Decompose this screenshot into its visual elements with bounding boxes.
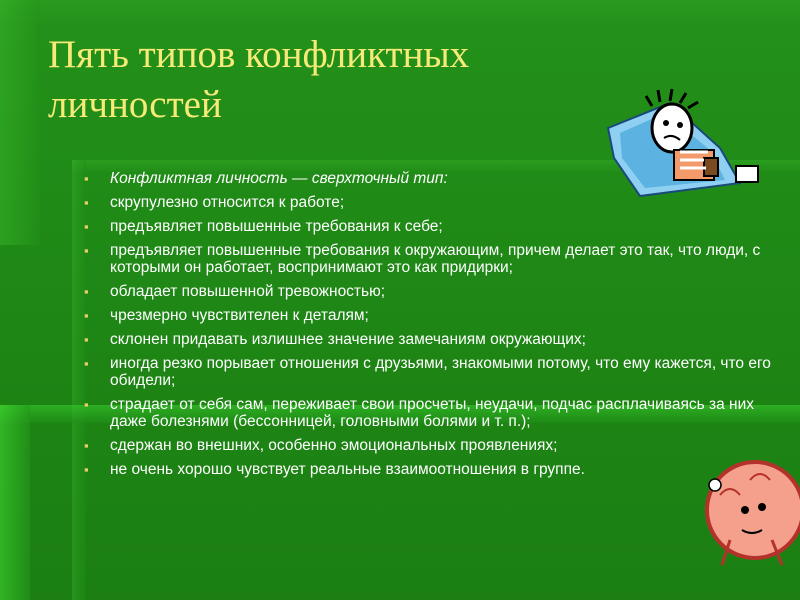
list-item: ▪ страдает от себя сам, переживает свои просчеты, неудачи, подчас расплачиваясь за них даже болезнями (бессонницей, головными болями и т. п.); xyxy=(84,396,754,430)
bullet-icon: ▪ xyxy=(84,243,89,258)
decor-bar-left-top xyxy=(0,0,40,245)
list-item: ▪ скрупулезно относится к работе; xyxy=(84,194,345,211)
list-item: ▪ обладает повышенной тревожностью; xyxy=(84,283,386,300)
bullet-icon: ▪ xyxy=(84,462,89,477)
bullet-icon: ▪ xyxy=(84,332,89,347)
bullet-icon: ▪ xyxy=(84,171,89,186)
decor-bar-left-lower xyxy=(0,405,30,600)
list-item: ▪ предъявляет повышенные требования к себе; xyxy=(84,218,443,235)
bullet-list xyxy=(82,170,772,485)
bullet-icon: ▪ xyxy=(84,356,89,371)
bullet-icon: ▪ xyxy=(84,284,89,299)
bullet-icon: ▪ xyxy=(84,308,89,323)
decor-bar-top xyxy=(0,0,800,28)
list-item: ▪ предъявляет повышенные требования к окружающим, причем делает это так, что люди, с которыми он работает, воспринимают это как придирки; xyxy=(84,242,761,276)
list-item: ▪ Конфликтная личность — сверхточный тип: xyxy=(84,170,448,187)
list-item: ▪ иногда резко порывает отношения с друзьями, знакомыми потому, что ему кажется, что его обидели; xyxy=(84,355,771,389)
bullet-icon: ▪ xyxy=(84,397,89,412)
bullet-icon: ▪ xyxy=(84,438,89,453)
bullet-icon: ▪ xyxy=(84,219,89,234)
list-item: ▪ чрезмерно чувствителен к деталям; xyxy=(84,307,369,324)
list-item: ▪ не очень хорошо чувствует реальные взаимоотношения в группе. xyxy=(84,461,585,478)
bullet-icon: ▪ xyxy=(84,195,89,210)
slide-title: Пять типов конфликтных личностей xyxy=(48,33,470,126)
list-item: ▪ склонен придавать излишнее значение замечаниям окружающих; xyxy=(84,331,586,348)
list-item: ▪ сдержан во внешних, особенно эмоциональных проявлениях; xyxy=(84,437,558,454)
